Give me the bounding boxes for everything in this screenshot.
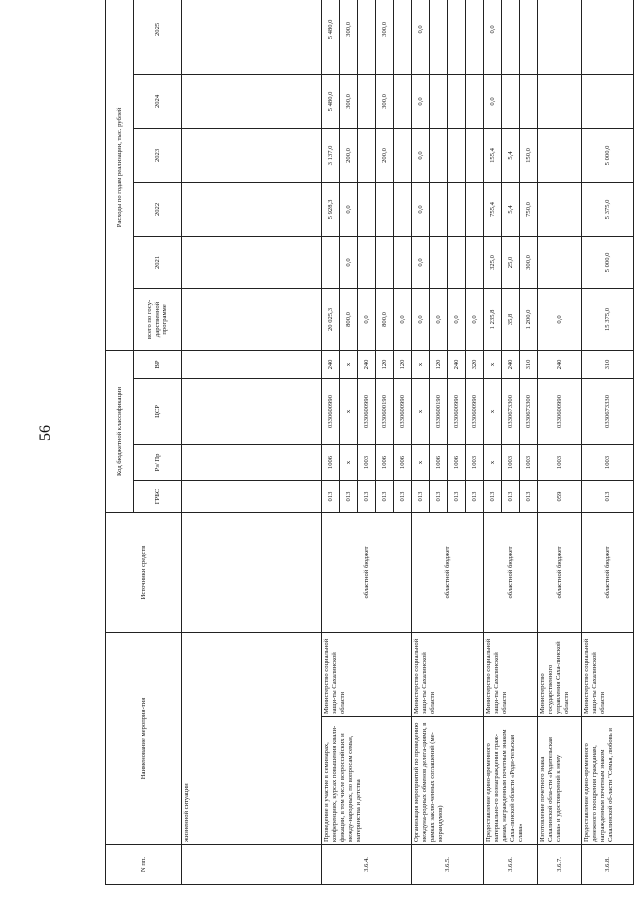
cell-y2021 [448, 236, 466, 288]
cell-y2023 [430, 128, 448, 182]
cell-y2023: 0,0 [412, 128, 430, 182]
cell-csr: 0330600990 [466, 378, 484, 444]
cell-rzpr: x [412, 444, 430, 480]
cell-y2024 [394, 74, 412, 128]
cell-grbs: 013 [582, 480, 634, 512]
cell-y2021 [322, 236, 340, 288]
cell-y2025 [430, 0, 448, 74]
cell-y2023 [448, 128, 466, 182]
funding-source: областной бюджет [412, 512, 484, 632]
cell-y2025 [466, 0, 484, 74]
header-name: Наименование мероприя-тия [106, 632, 182, 844]
cell-grbs: 013 [430, 480, 448, 512]
cell-rzpr: x [340, 444, 358, 480]
cell-y2025 [448, 0, 466, 74]
cell-vr: 320 [466, 350, 484, 378]
measure-name: Изготовление почетного знака Сахалинской обла-сти «Родительская слава» и удостоверений к нему [538, 717, 582, 845]
cell-y2025 [538, 0, 582, 74]
cell-y2025: 300,0 [376, 0, 394, 74]
cell-csr: 0330600990 [448, 378, 466, 444]
funding-source: областной бюджет [322, 512, 412, 632]
cell-total: 0,0 [358, 288, 376, 350]
header-budget-code: Код бюджетной классификации [106, 350, 134, 512]
cell-y2022 [376, 182, 394, 236]
header-year: 2021 [134, 236, 182, 288]
cell-y2021 [358, 236, 376, 288]
header-num: N пп. [106, 845, 182, 885]
cell-y2024 [358, 74, 376, 128]
header-year: 2024 [134, 74, 182, 128]
cell-y2021: 0,0 [340, 236, 358, 288]
cell-vr: 240 [448, 350, 466, 378]
row-number: 3.6.4. [322, 845, 412, 885]
cell-y2023 [394, 128, 412, 182]
header-grbs: ГРБС [134, 480, 182, 512]
cell-csr: 0330673300 [502, 378, 520, 444]
cell-rzpr: 1003 [538, 444, 582, 480]
cell-grbs: 013 [448, 480, 466, 512]
cell-vr: 240 [502, 350, 520, 378]
cell-grbs: 013 [520, 480, 538, 512]
cell-rzpr: 1006 [376, 444, 394, 480]
cell-y2025: 0,0 [484, 0, 502, 74]
cell-y2023: 150,0 [520, 128, 538, 182]
cell-y2022: 755,4 [484, 182, 502, 236]
cell-y2023: 200,0 [340, 128, 358, 182]
measure-name: Предоставление едино-временного денежного поощрения гражданам, награжденным почетным знаком Сахалинской об-ласти "Семья, любовь и [582, 717, 634, 845]
cell-rzpr: 1006 [322, 444, 340, 480]
cell-grbs: 013 [394, 480, 412, 512]
cell-y2024 [466, 74, 484, 128]
cell-grbs: 013 [484, 480, 502, 512]
executor-name: Министерство социальной защи-ты Сахалинской области [582, 632, 634, 716]
cell-y2022: 5 375,0 [582, 182, 634, 236]
budget-table [105, 0, 634, 885]
cell-total: 1 200,0 [520, 288, 538, 350]
cell-y2021 [466, 236, 484, 288]
funding-source: областной бюджет [484, 512, 538, 632]
cell-y2023 [538, 128, 582, 182]
header-expenses: Расходы по годам реализации, тыс. рублей [106, 0, 134, 350]
header-vr: ВР [134, 350, 182, 378]
executor-name: Министерство социальной защи-ты Сахалинской области [412, 632, 484, 716]
cell-total: 1 235,8 [484, 288, 502, 350]
cell-y2024 [520, 74, 538, 128]
cell-vr: 240 [538, 350, 582, 378]
cell-y2022 [466, 182, 484, 236]
funding-source: областной бюджет [538, 512, 582, 632]
cell-csr: 0330673300 [520, 378, 538, 444]
cell-y2022 [394, 182, 412, 236]
cell-y2021: 5 000,0 [582, 236, 634, 288]
header-csr: ЦСР [134, 378, 182, 444]
cell-grbs: 013 [358, 480, 376, 512]
cell-y2023: 3 137,0 [322, 128, 340, 182]
cell-y2021 [394, 236, 412, 288]
header-rzpr: Рз/ Пр [134, 444, 182, 480]
cell-y2021 [430, 236, 448, 288]
table-row [582, 0, 634, 885]
header-year: 2025 [134, 0, 182, 74]
cell-y2024 [448, 74, 466, 128]
header-source: Источники средств [106, 512, 182, 632]
cell-csr: 0330600190 [376, 378, 394, 444]
cell-vr: 120 [376, 350, 394, 378]
cell-y2024 [538, 74, 582, 128]
funding-source: областной бюджет [582, 512, 634, 632]
cell-y2025 [520, 0, 538, 74]
cell-y2023: 155,4 [484, 128, 502, 182]
cell-grbs: 013 [376, 480, 394, 512]
cell-total: 0,0 [448, 288, 466, 350]
row-number: 3.6.7. [538, 845, 582, 885]
cell-rzpr: x [484, 444, 502, 480]
row-number: 3.6.8. [582, 845, 634, 885]
row-number: 3.6.6. [484, 845, 538, 885]
cell-vr: 120 [394, 350, 412, 378]
cell-y2021: 0,0 [412, 236, 430, 288]
cell-y2022: 0,0 [340, 182, 358, 236]
cell-y2022 [448, 182, 466, 236]
measure-name: Предоставление едино-временного материально-го вознаграждения граж-данам, награжденным почетным знаком Саха-линской области «Роди-тельская слава» [484, 717, 538, 845]
cell-grbs: 013 [322, 480, 340, 512]
cell-y2024 [502, 74, 520, 128]
cell-y2023 [358, 128, 376, 182]
cell-total: 20 025,3 [322, 288, 340, 350]
cell-vr: 310 [520, 350, 538, 378]
row-number: 3.6.5. [412, 845, 484, 885]
cell-grbs: 013 [502, 480, 520, 512]
cell-y2025: 0,0 [412, 0, 430, 74]
cell-y2024: 0,0 [484, 74, 502, 128]
header-total: всего по госу-дарственной программе [134, 288, 182, 350]
cell-y2022: 5,4 [502, 182, 520, 236]
cell-vr: x [340, 350, 358, 378]
cell-y2024: 300,0 [376, 74, 394, 128]
continuation-text: жизненной ситуации [182, 632, 322, 844]
table-row [412, 0, 430, 885]
cell-y2021: 325,0 [484, 236, 502, 288]
cell-y2022 [538, 182, 582, 236]
cell-vr: 240 [358, 350, 376, 378]
cell-y2025: 300,0 [340, 0, 358, 74]
cell-csr: 0330600190 [430, 378, 448, 444]
cell-rzpr: 1003 [466, 444, 484, 480]
cell-y2024: 300,0 [340, 74, 358, 128]
cell-total: 0,0 [412, 288, 430, 350]
cell-y2021 [538, 236, 582, 288]
table-row [484, 0, 502, 885]
cell-total: 0,0 [466, 288, 484, 350]
cell-csr: 0330673330 [582, 378, 634, 444]
cell-y2021 [376, 236, 394, 288]
header-year: 2022 [134, 182, 182, 236]
cell-vr: x [484, 350, 502, 378]
cell-y2025 [358, 0, 376, 74]
cell-y2022: 750,0 [520, 182, 538, 236]
cell-grbs: 013 [466, 480, 484, 512]
cell-rzpr: 1006 [394, 444, 412, 480]
cell-csr: 0330600990 [538, 378, 582, 444]
cell-rzpr: 1006 [448, 444, 466, 480]
cell-rzpr: 1003 [502, 444, 520, 480]
cell-grbs: 013 [340, 480, 358, 512]
executor-name: Министерство социальной защи-ты Сахалинской области [484, 632, 538, 716]
cell-csr: 0330600990 [394, 378, 412, 444]
cell-y2022 [430, 182, 448, 236]
table-row [538, 0, 582, 885]
cell-csr: x [340, 378, 358, 444]
cell-grbs: 059 [538, 480, 582, 512]
page-number: 56 [37, 425, 54, 441]
cell-csr: 0330600990 [358, 378, 376, 444]
cell-y2025: 5 480,0 [322, 0, 340, 74]
cell-total: 35,8 [502, 288, 520, 350]
cell-y2024: 5 480,0 [322, 74, 340, 128]
cell-csr: 0330600990 [322, 378, 340, 444]
cell-vr: 120 [430, 350, 448, 378]
cell-rzpr: 1006 [430, 444, 448, 480]
cell-y2022: 5 928,3 [322, 182, 340, 236]
cell-y2025 [394, 0, 412, 74]
cell-y2023: 5,4 [502, 128, 520, 182]
cell-y2022: 0,0 [412, 182, 430, 236]
executor-name: Министерство государственного управления Саха-линской области [538, 632, 582, 716]
cell-y2021: 300,0 [520, 236, 538, 288]
cell-y2024: 0,0 [412, 74, 430, 128]
header-year: 2023 [134, 128, 182, 182]
cell-y2022 [358, 182, 376, 236]
measure-name: Проведение и участие в семинарах, конференциях, курсах повышения квали-фикации, в том числе всероссийских и между-народных, по вопросам семьи, материнства и детства [322, 717, 412, 845]
cell-total: 0,0 [538, 288, 582, 350]
budget-table-container [105, 19, 614, 885]
cell-vr: 240 [322, 350, 340, 378]
cell-total: 800,0 [340, 288, 358, 350]
cell-y2023: 200,0 [376, 128, 394, 182]
cell-y2025 [502, 0, 520, 74]
cell-total: 15 375,0 [582, 288, 634, 350]
continuation-row [182, 0, 322, 885]
cell-vr: x [412, 350, 430, 378]
cell-y2025 [582, 0, 634, 74]
cell-y2021: 25,0 [502, 236, 520, 288]
cell-grbs: 013 [412, 480, 430, 512]
cell-rzpr: 1003 [582, 444, 634, 480]
cell-total: 0,0 [394, 288, 412, 350]
executor-name: Министерство социальной защи-ты Сахалинской области [322, 632, 412, 716]
cell-y2023 [466, 128, 484, 182]
cell-total: 800,0 [376, 288, 394, 350]
cell-y2024 [430, 74, 448, 128]
cell-csr: x [412, 378, 430, 444]
cell-y2023: 5 000,0 [582, 128, 634, 182]
cell-rzpr: 1003 [358, 444, 376, 480]
cell-csr: x [484, 378, 502, 444]
cell-vr: 310 [582, 350, 634, 378]
cell-total: 0,0 [430, 288, 448, 350]
cell-y2024 [582, 74, 634, 128]
table-row [322, 0, 340, 885]
measure-name: Организация мероприятий по проведению междуна-родных обменов делега-циями, в рамках заклю-ченных соглашений (ме-морандумов) [412, 717, 484, 845]
cell-rzpr: 1003 [520, 444, 538, 480]
